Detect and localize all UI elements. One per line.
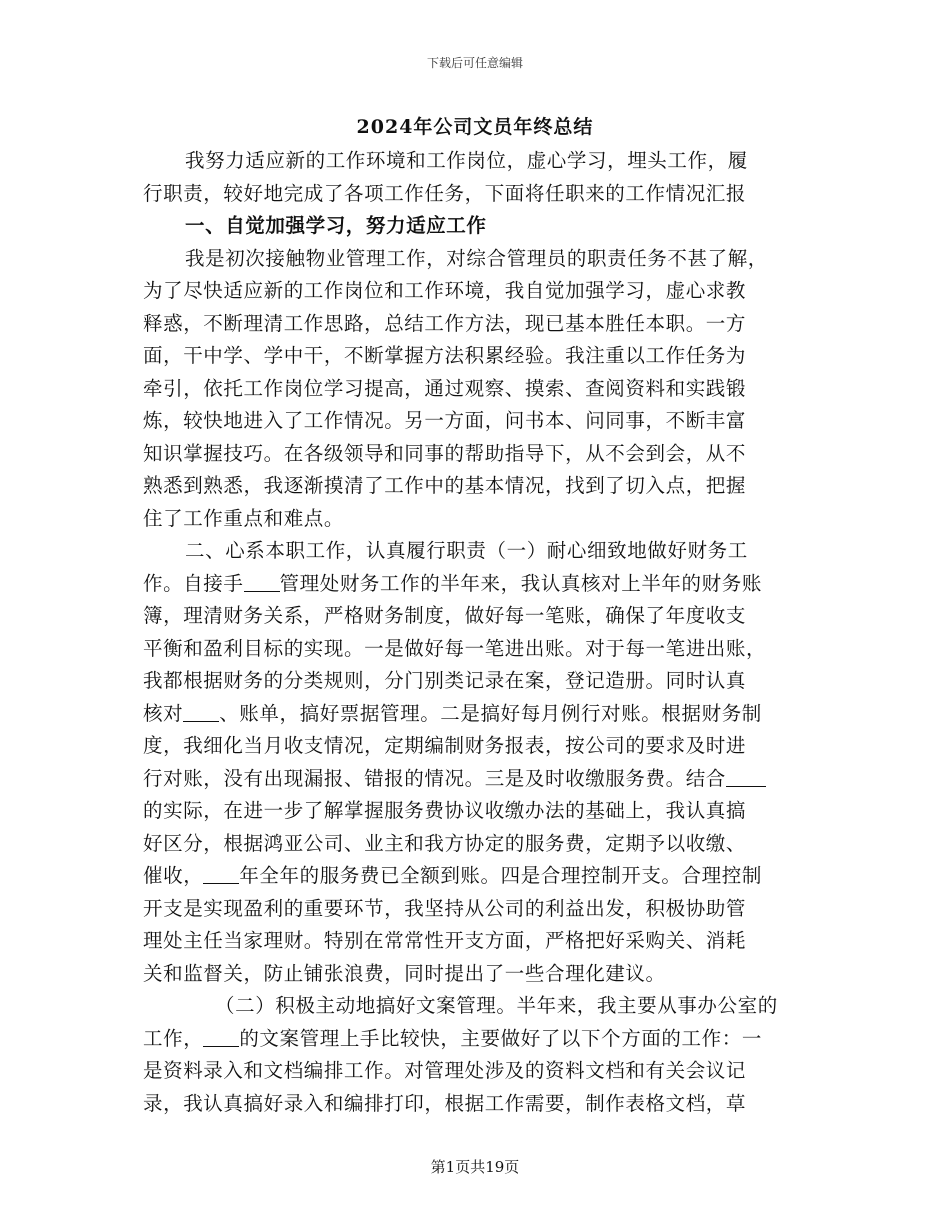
body-line: （二）积极主动地搞好文案管理。半年来，我主要从事办公室的 <box>215 994 778 1017</box>
line-text-after-blank: 管理处财务工作的半年来，我认真核对上半年的财务账 <box>279 571 762 595</box>
line-text-after-blank: 年全年的服务费已全额到账。四是合理控制开支。合理控制 <box>239 864 762 887</box>
body-line: 度，我细化当月收支情况，定期编制财务报表，按公司的要求及时进 <box>143 734 747 757</box>
body-line: 好区分，根据鸿亚公司、业主和我方协定的服务费，定期予以收缴、 <box>143 831 747 855</box>
fill-in-blank <box>726 764 766 787</box>
body-line <box>143 763 811 796</box>
body-line: 为了尽快适应新的工作岗位和工作环境，我自觉加强学习，虚心求教 <box>143 279 747 302</box>
body-line: 知识掌握技巧。在各级领导和同事的帮助指导下，从不会到会，从不 <box>143 441 747 465</box>
body-line: 关和监督关，防止铺张浪费，同时提出了一些合理化建议。 <box>143 961 666 985</box>
body-line: 牵引，依托工作岗位学习提高，通过观察、摸索、查阅资料和实践锻 <box>143 376 747 400</box>
line-text-before-blank: 核对 <box>143 701 184 725</box>
body-line: 理处主任当家理财。特别在常常性开支方面，严格把好采购关、消耗 <box>143 929 747 952</box>
body-line: 行职责，较好地完成了各项工作任务，下面将任职来的工作情况汇报 <box>143 181 747 205</box>
line-text-after-blank: 的文案管理上手比较快，主要做好了以下个方面的工作：一 <box>239 1026 762 1050</box>
body-line: 一、自觉加强学习，努力适应工作 <box>185 214 487 237</box>
body-line: 的实际，在进一步了解掌握服务费协议收缴办法的基础上，我认真搞 <box>143 799 747 822</box>
body-line: 面，干中学、学中干，不断掌握方法积累经验。我注重以工作任务为 <box>143 344 747 367</box>
body-line <box>143 1023 811 1056</box>
body-line <box>143 568 811 601</box>
body-line: 录，我认真搞好录入和编排打印，根据工作需要，制作表格文档，草 <box>143 1091 747 1115</box>
body-line: 我都根据财务的分类规则，分门别类记录在案，登记造册。同时认真 <box>143 669 747 692</box>
page-header-note: 下载后可任意编辑 <box>426 56 523 70</box>
document-title: 2024年公司文员年终总结 <box>356 116 594 138</box>
body-line: 平衡和盈利目标的实现。一是做好每一笔进出账。对于每一笔进出账， <box>143 636 767 660</box>
fill-in-blank <box>203 1024 239 1047</box>
body-line <box>143 860 811 893</box>
body-line: 熟悉到熟悉，我逐渐摸清了工作中的基本情况，找到了切入点，把握 <box>143 474 747 497</box>
fill-in-blank <box>244 569 280 592</box>
line-text-after-blank: 、账单，搞好票据管理。二是搞好每月例行对账。根据财务制 <box>219 701 762 725</box>
line-text-before-blank: 催收， <box>143 864 204 887</box>
body-line: 是资料录入和文档编排工作。对管理处涉及的资料文档和有关会议记 <box>143 1059 747 1082</box>
fill-in-blank <box>203 861 239 884</box>
document-body <box>143 145 811 1120</box>
body-line: 我是初次接触物业管理工作，对综合管理员的职责任务不甚了解， <box>185 246 768 270</box>
line-text-before-blank: 作。自接手 <box>143 571 244 595</box>
page-footer: 第1页共19页 <box>430 1158 520 1176</box>
body-line: 炼，较快地进入了工作情况。另一方面，问书本、问同事，不断丰富 <box>143 409 747 432</box>
body-line: 释惑，不断理清工作思路，总结工作方法，现已基本胜任本职。一方 <box>143 311 747 335</box>
line-text-before-blank: 工作， <box>143 1026 204 1050</box>
fill-in-blank <box>183 699 219 722</box>
body-line: 二、心系本职工作，认真履行职责（一）耐心细致地做好财务工 <box>185 539 748 562</box>
body-line: 簿，理清财务关系，严格财务制度，做好每一笔账，确保了年度收支 <box>143 604 747 627</box>
line-text-before-blank: 行对账，没有出现漏报、错报的情况。三是及时收缴服务费。结合 <box>143 766 726 790</box>
body-line: 开支是实现盈利的重要环节，我坚持从公司的利益出发，积极协助管 <box>143 896 747 920</box>
body-line: 住了工作重点和难点。 <box>143 506 345 530</box>
body-line: 我努力适应新的工作环境和工作岗位，虚心学习，埋头工作，履 <box>185 149 748 172</box>
body-line <box>143 698 811 731</box>
